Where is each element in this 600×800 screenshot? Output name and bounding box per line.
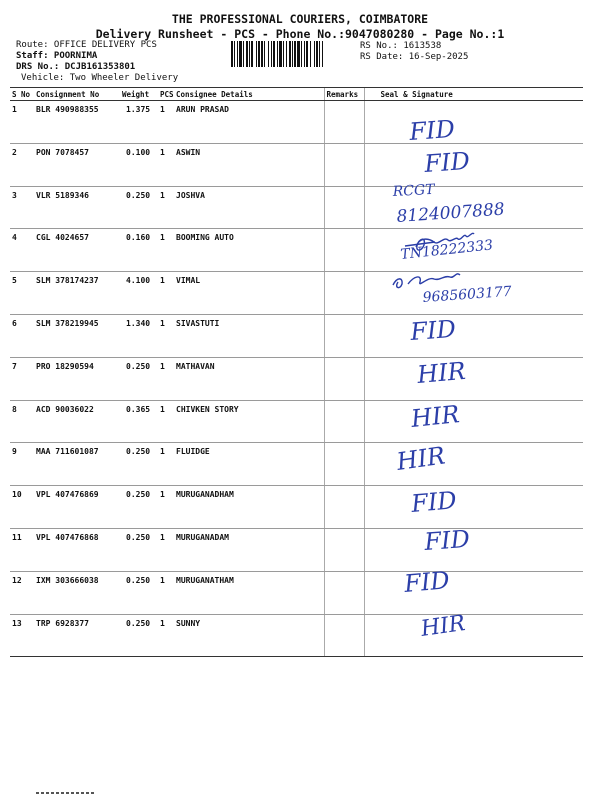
cell-sno: 7: [10, 357, 34, 400]
company-title: THE PROFESSIONAL COURIERS, COIMBATORE: [171, 12, 429, 26]
signature-scribble: [393, 274, 460, 288]
cell-pcs: 1: [158, 272, 174, 315]
cell-consignment: TRP 6928377: [34, 614, 120, 657]
handwritten-note: HIR: [416, 356, 467, 389]
cell-pcs: 1: [158, 314, 174, 357]
cell-consignee: BOOMING AUTO: [174, 229, 324, 272]
cell-consignee: FLUIDGE: [174, 443, 324, 486]
cell-consignee: MURUGANADHAM: [174, 486, 324, 529]
cell-sno: 1: [10, 101, 34, 144]
cell-weight: 0.250: [120, 486, 158, 529]
cell-consignment: PRO 18290594: [34, 357, 120, 400]
staff-label: Staff: POORNIMA: [16, 51, 98, 61]
cell-consignment: SLM 378174237: [34, 272, 120, 315]
cell-weight: 0.250: [120, 528, 158, 571]
cell-pcs: 1: [158, 101, 174, 144]
cell-consignment: PON 7078457: [34, 143, 120, 186]
handwritten-note: HIR: [419, 610, 467, 642]
rs-date: RS Date: 16-Sep-2025: [360, 52, 469, 62]
cell-pcs: 1: [158, 571, 174, 614]
cell-weight: 0.250: [120, 357, 158, 400]
runsheet-subtitle: Delivery Runsheet - PCS - Phone No.:9047080280 - Page No.:1: [95, 27, 505, 41]
col-seal: Seal & Signature: [364, 88, 583, 101]
col-consignment: Consignment No: [34, 88, 120, 101]
cell-consignee: ASWIN: [174, 143, 324, 186]
col-pcs: PCS: [160, 89, 174, 99]
handwritten-note: FID: [423, 524, 471, 556]
handwritten-note: TN18222333: [399, 237, 494, 263]
cell-consignment: VLR 5189346: [34, 186, 120, 229]
cell-consignee: VIMAL: [174, 272, 324, 315]
cell-weight: 1.340: [120, 314, 158, 357]
cell-consignment: BLR 490988355: [34, 101, 120, 144]
cell-consignee: MURUGANATHAM: [174, 571, 324, 614]
cell-sno: 12: [10, 571, 34, 614]
cell-consignee: SIVASTUTI: [174, 314, 324, 357]
cell-sno: 4: [10, 229, 34, 272]
cell-weight: 0.250: [120, 186, 158, 229]
cell-sno: 9: [10, 443, 34, 486]
handwritten-note: FID: [423, 146, 471, 178]
cell-pcs: 1: [158, 443, 174, 486]
handwritten-note: FID: [403, 566, 451, 598]
cell-consignment: SLM 378219945: [34, 314, 120, 357]
rs-number: RS No.: 1613538: [360, 41, 442, 51]
col-consignee: Consignee Details: [174, 88, 324, 101]
cell-pcs: 1: [158, 186, 174, 229]
cell-consignee: SUNNY: [174, 614, 324, 657]
cell-consignee: CHIVKEN STORY: [174, 400, 324, 443]
cell-weight: 4.100: [120, 272, 158, 315]
cell-consignee: JOSHVA: [174, 186, 324, 229]
drs-number: DRS No.: DCJB161353801: [16, 62, 136, 72]
route-label: Route: OFFICE DELIVERY PCS: [16, 40, 157, 50]
cell-weight: 0.365: [120, 400, 158, 443]
cell-consignment: MAA 711601087: [34, 443, 120, 486]
scan-mark: [36, 792, 96, 794]
cell-sno: 5: [10, 272, 34, 315]
handwritten-note: HIR: [409, 400, 461, 433]
cell-sno: 11: [10, 528, 34, 571]
handwritten-note: RCGT: [392, 181, 435, 200]
cell-consignment: VPL 407476868: [34, 528, 120, 571]
handwritten-note: FID: [410, 486, 458, 518]
cell-pcs: 1: [158, 614, 174, 657]
cell-consignment: CGL 4024657: [34, 229, 120, 272]
cell-consignment: ACD 90036022: [34, 400, 120, 443]
cell-weight: 0.250: [120, 614, 158, 657]
cell-sno: 2: [10, 143, 34, 186]
col-sno: S No: [10, 88, 34, 101]
cell-pcs: 1: [158, 486, 174, 529]
cell-consignee: ARUN PRASAD: [174, 101, 324, 144]
vehicle-label: Vehicle: Two Wheeler Delivery: [21, 73, 179, 83]
cell-consignment: VPL 407476869: [34, 486, 120, 529]
handwritten-note: 8124007888: [395, 199, 506, 227]
cell-consignment: IXM 303666038: [34, 571, 120, 614]
cell-weight: 0.250: [120, 443, 158, 486]
col-weight: Weight: [120, 88, 158, 101]
cell-pcs: 1: [158, 143, 174, 186]
col-remarks: Remarks: [324, 88, 364, 101]
cell-pcs: 1: [158, 400, 174, 443]
cell-pcs: 1: [158, 229, 174, 272]
cell-sno: 10: [10, 486, 34, 529]
cell-pcs: 1: [158, 357, 174, 400]
cell-consignee: MURUGANADAM: [174, 528, 324, 571]
cell-weight: 0.160: [120, 229, 158, 272]
cell-sno: 8: [10, 400, 34, 443]
cell-sno: 3: [10, 186, 34, 229]
cell-sno: 13: [10, 614, 34, 657]
cell-weight: 0.100: [120, 143, 158, 186]
cell-pcs: 1: [158, 528, 174, 571]
handwritten-note: FID: [408, 114, 456, 146]
cell-weight: 0.250: [120, 571, 158, 614]
cell-sno: 6: [10, 314, 34, 357]
cell-consignee: MATHAVAN: [174, 357, 324, 400]
handwritten-note: FID: [409, 314, 457, 346]
cell-weight: 1.375: [120, 101, 158, 144]
handwritten-note: HIR: [394, 441, 447, 476]
handwritten-note: 9685603177: [422, 283, 513, 306]
